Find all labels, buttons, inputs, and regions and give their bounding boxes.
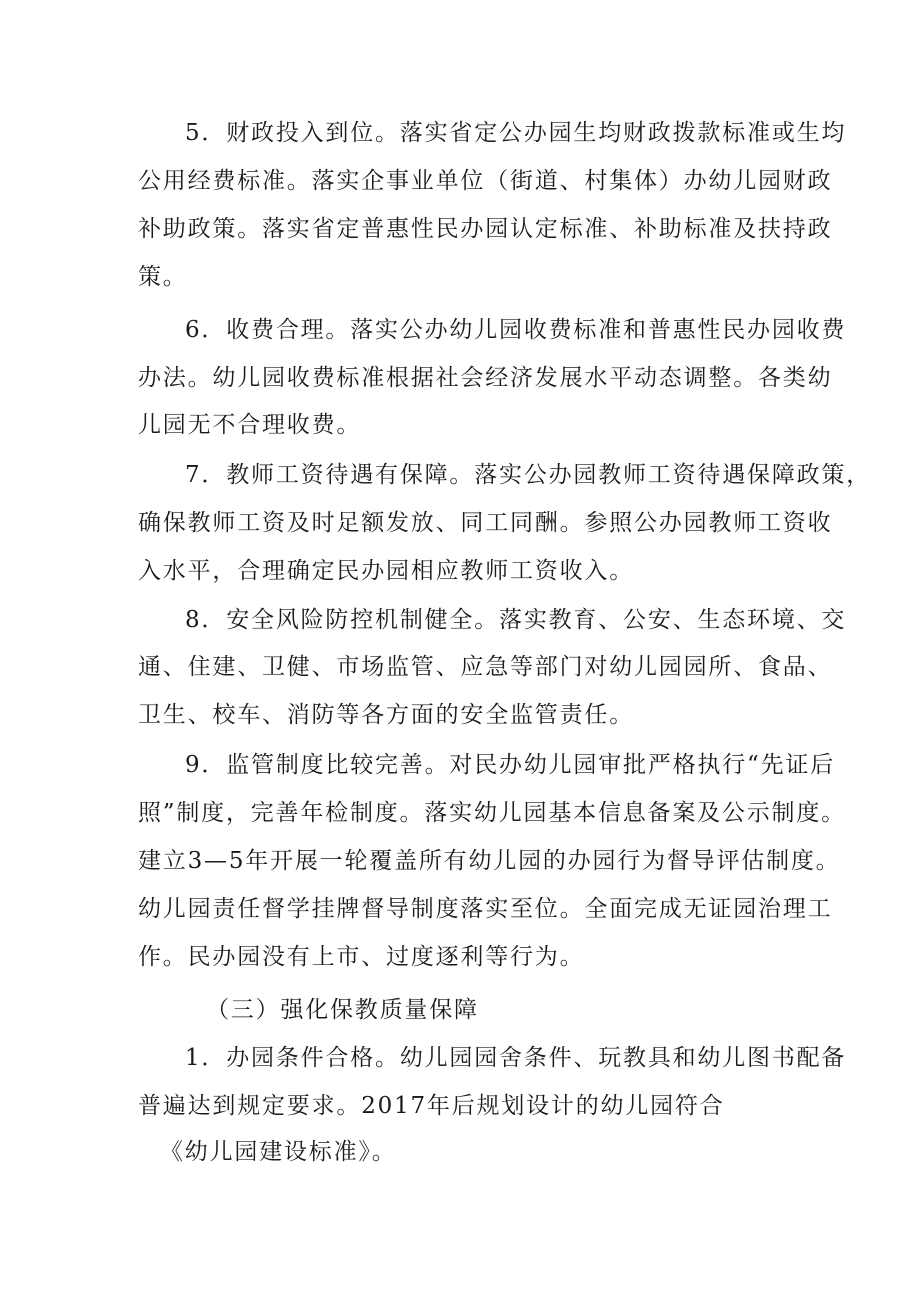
- paragraph-7-line-2: 确保教师工资及时足额发放、同工同酬。参照公办园教师工资收: [138, 510, 833, 536]
- section-heading: （三）强化保教质量保障: [206, 997, 479, 1023]
- paragraph-1-line-2: 普遍达到规定要求。2017年后规划设计的幼儿园符合: [138, 1093, 725, 1119]
- paragraph-9-line-1: 9．监管制度比较完善。对民办幼儿园审批严格执行“先证后: [185, 752, 835, 778]
- paragraph-6-line-2: 办法。幼儿园收费标准根据社会经济发展水平动态调整。各类幼: [138, 365, 833, 391]
- paragraph-5-line-1: 5．财政投入到位。落实省定公办园生均财政拨款标准或生均: [185, 120, 847, 146]
- paragraph-9-line-3: 建立3—5年开展一轮覆盖所有幼儿园的办园行为督导评估制度。: [138, 848, 841, 874]
- paragraph-1-line-3: 《幼儿园建设标准》。: [160, 1139, 397, 1165]
- paragraph-5-line-4: 策。: [138, 264, 188, 290]
- paragraph-8-line-2: 通、住建、卫健、市场监管、应急等部门对幼儿园园所、食品、: [138, 654, 833, 680]
- paragraph-9-line-4: 幼儿园责任督学挂牌督导制度落实至位。全面完成无证园治理工: [138, 896, 833, 922]
- paragraph-1-line-1: 1．办园条件合格。幼儿园园舍条件、玩教具和幼儿图书配备: [185, 1045, 847, 1071]
- paragraph-6-line-3: 儿园无不合理收费。: [138, 412, 362, 438]
- paragraph-5-line-2: 公用经费标准。落实企事业单位（街道、村集体）办幼儿园财政: [138, 168, 833, 194]
- paragraph-8-line-1: 8．安全风险防控机制健全。落实教育、公安、生态环境、交: [185, 607, 847, 633]
- paragraph-5-line-3: 补助政策。落实省定普惠性民办园认定标准、补助标准及扶持政: [138, 216, 833, 242]
- paragraph-7-line-3: 入水平，合理确定民办园相应教师工资收入。: [138, 558, 634, 584]
- paragraph-9-line-5: 作。民办园没有上市、过度逐利等行为。: [138, 944, 585, 970]
- paragraph-8-line-3: 卫生、校车、消防等各方面的安全监管责任。: [138, 702, 634, 728]
- paragraph-9-line-2: 照”制度，完善年检制度。落实幼儿园基本信息备案及公示制度。: [138, 800, 846, 826]
- paragraph-7-line-1: 7．教师工资待遇有保障。落实公办园教师工资待遇保障政策，: [185, 462, 872, 488]
- paragraph-6-line-1: 6．收费合理。落实公办幼儿园收费标准和普惠性民办园收费: [185, 317, 847, 343]
